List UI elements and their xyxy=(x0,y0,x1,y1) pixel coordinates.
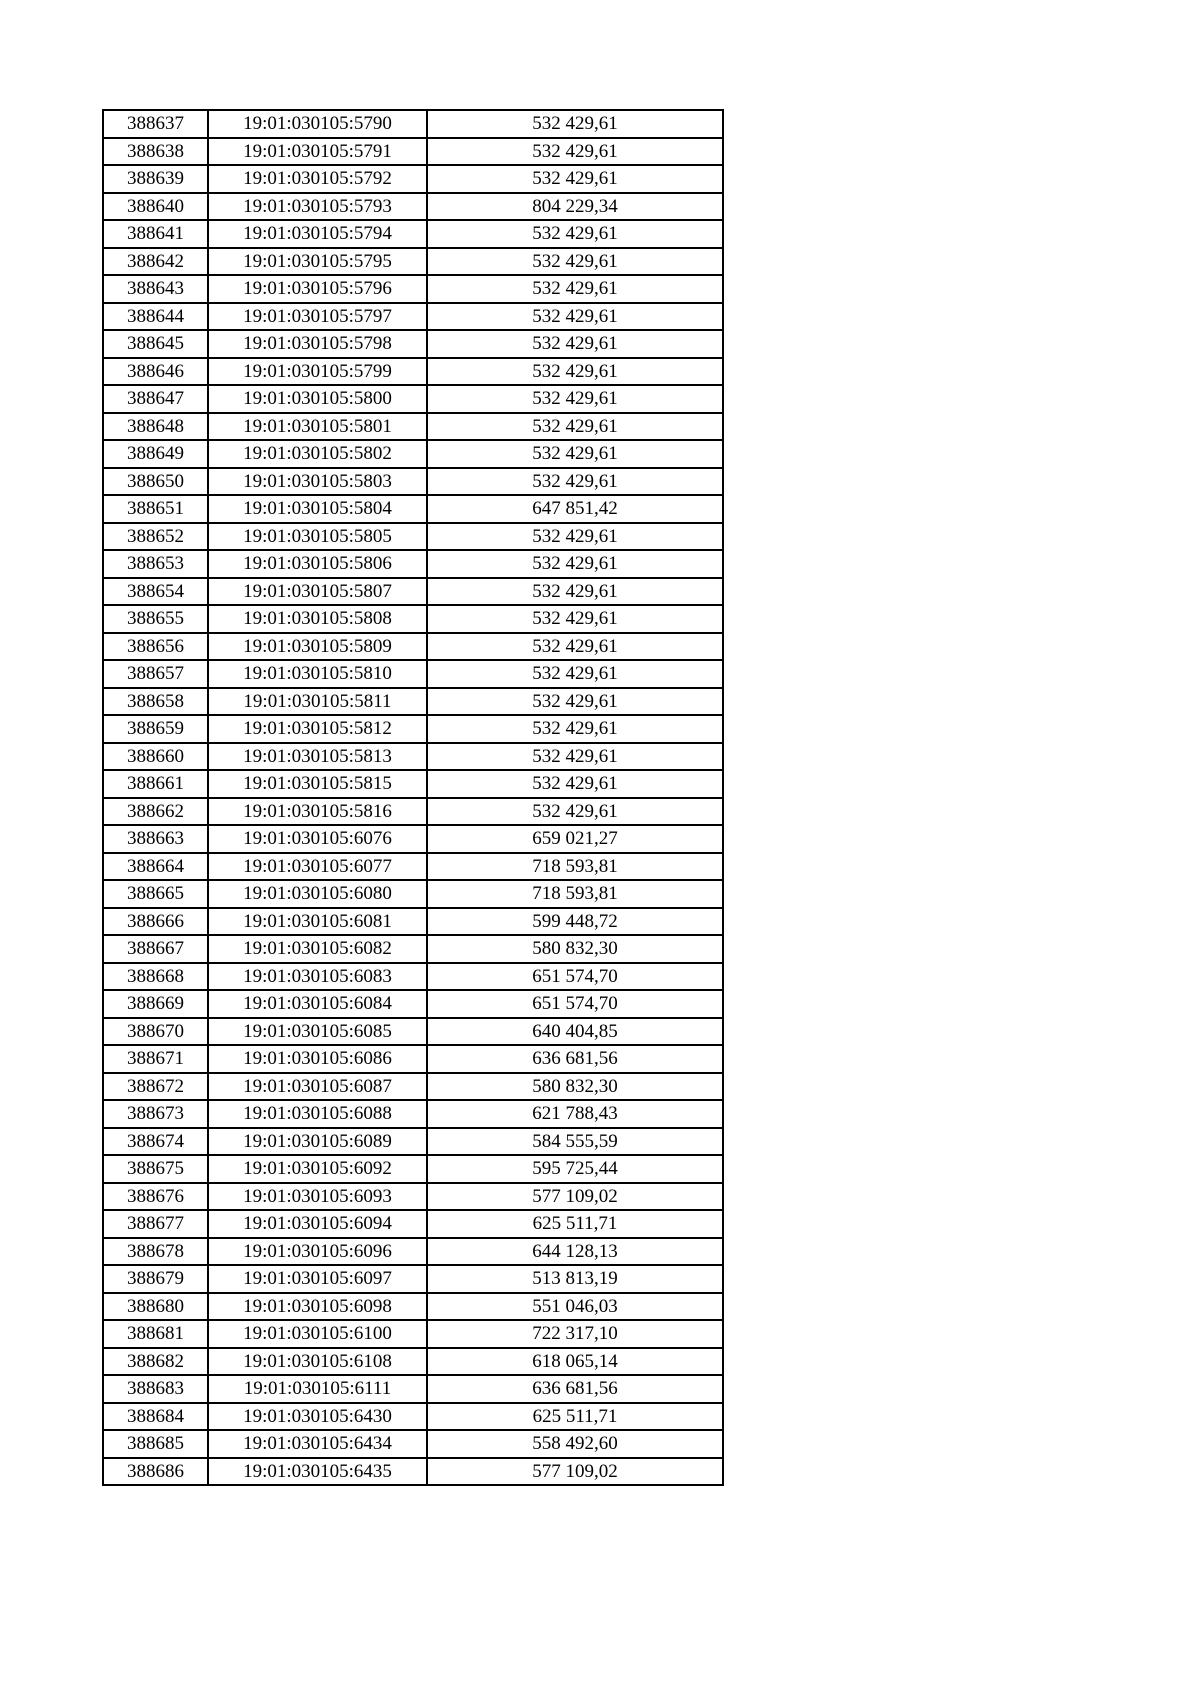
cadastral-value-cell: 532 429,61 xyxy=(427,660,723,688)
table-row xyxy=(103,633,723,661)
row-number-cell: 388682 xyxy=(103,1348,208,1376)
cadastral-number-cell: 19:01:030105:5810 xyxy=(208,660,427,688)
cadastral-number-cell: 19:01:030105:5801 xyxy=(208,413,427,441)
row-number-cell: 388638 xyxy=(103,138,208,166)
table-row xyxy=(103,1265,723,1293)
cadastral-value-table xyxy=(102,109,724,1486)
cadastral-value-cell: 532 429,61 xyxy=(427,248,723,276)
cadastral-number-cell: 19:01:030105:6094 xyxy=(208,1210,427,1238)
cadastral-value-cell: 621 788,43 xyxy=(427,1100,723,1128)
cadastral-value-cell: 651 574,70 xyxy=(427,963,723,991)
cadastral-value-cell: 804 229,34 xyxy=(427,193,723,221)
cadastral-value-cell: 577 109,02 xyxy=(427,1458,723,1486)
table-row xyxy=(103,495,723,523)
table-row xyxy=(103,413,723,441)
row-number-cell: 388650 xyxy=(103,468,208,496)
cadastral-number-cell: 19:01:030105:6435 xyxy=(208,1458,427,1486)
row-number-cell: 388647 xyxy=(103,385,208,413)
row-number-cell: 388654 xyxy=(103,578,208,606)
cadastral-value-cell: 532 429,61 xyxy=(427,440,723,468)
cadastral-number-cell: 19:01:030105:6080 xyxy=(208,880,427,908)
table-row xyxy=(103,138,723,166)
cadastral-value-cell: 718 593,81 xyxy=(427,880,723,908)
table-row xyxy=(103,358,723,386)
cadastral-value-cell: 722 317,10 xyxy=(427,1320,723,1348)
row-number-cell: 388678 xyxy=(103,1238,208,1266)
cadastral-number-cell: 19:01:030105:6096 xyxy=(208,1238,427,1266)
cadastral-number-cell: 19:01:030105:5802 xyxy=(208,440,427,468)
row-number-cell: 388651 xyxy=(103,495,208,523)
row-number-cell: 388641 xyxy=(103,220,208,248)
cadastral-value-cell: 718 593,81 xyxy=(427,853,723,881)
row-number-cell: 388645 xyxy=(103,330,208,358)
table-row xyxy=(103,880,723,908)
cadastral-value-cell: 532 429,61 xyxy=(427,385,723,413)
table-row xyxy=(103,1458,723,1486)
cadastral-value-cell: 532 429,61 xyxy=(427,633,723,661)
cadastral-number-cell: 19:01:030105:6087 xyxy=(208,1073,427,1101)
cadastral-number-cell: 19:01:030105:6093 xyxy=(208,1183,427,1211)
table-body xyxy=(103,110,723,1485)
cadastral-value-cell: 532 429,61 xyxy=(427,110,723,138)
cadastral-value-cell: 659 021,27 xyxy=(427,825,723,853)
cadastral-number-cell: 19:01:030105:5805 xyxy=(208,523,427,551)
cadastral-value-cell: 532 429,61 xyxy=(427,688,723,716)
cadastral-number-cell: 19:01:030105:5796 xyxy=(208,275,427,303)
row-number-cell: 388649 xyxy=(103,440,208,468)
row-number-cell: 388681 xyxy=(103,1320,208,1348)
row-number-cell: 388656 xyxy=(103,633,208,661)
cadastral-value-cell: 636 681,56 xyxy=(427,1045,723,1073)
row-number-cell: 388660 xyxy=(103,743,208,771)
table-row xyxy=(103,853,723,881)
row-number-cell: 388669 xyxy=(103,990,208,1018)
cadastral-number-cell: 19:01:030105:6430 xyxy=(208,1403,427,1431)
row-number-cell: 388675 xyxy=(103,1155,208,1183)
cadastral-value-cell: 532 429,61 xyxy=(427,578,723,606)
cadastral-value-cell: 651 574,70 xyxy=(427,990,723,1018)
cadastral-number-cell: 19:01:030105:6434 xyxy=(208,1430,427,1458)
cadastral-value-cell: 513 813,19 xyxy=(427,1265,723,1293)
cadastral-number-cell: 19:01:030105:6100 xyxy=(208,1320,427,1348)
cadastral-value-cell: 595 725,44 xyxy=(427,1155,723,1183)
table-row xyxy=(103,1430,723,1458)
cadastral-number-cell: 19:01:030105:5816 xyxy=(208,798,427,826)
table-row xyxy=(103,193,723,221)
cadastral-number-cell: 19:01:030105:6083 xyxy=(208,963,427,991)
cadastral-value-cell: 625 511,71 xyxy=(427,1210,723,1238)
cadastral-value-cell: 551 046,03 xyxy=(427,1293,723,1321)
cadastral-value-cell: 532 429,61 xyxy=(427,523,723,551)
row-number-cell: 388674 xyxy=(103,1128,208,1156)
row-number-cell: 388652 xyxy=(103,523,208,551)
cadastral-number-cell: 19:01:030105:6092 xyxy=(208,1155,427,1183)
table-row xyxy=(103,1238,723,1266)
table-row xyxy=(103,1348,723,1376)
cadastral-value-cell: 577 109,02 xyxy=(427,1183,723,1211)
cadastral-value-cell: 532 429,61 xyxy=(427,303,723,331)
cadastral-number-cell: 19:01:030105:5813 xyxy=(208,743,427,771)
table-row xyxy=(103,440,723,468)
cadastral-value-cell: 532 429,61 xyxy=(427,413,723,441)
row-number-cell: 388643 xyxy=(103,275,208,303)
table-row xyxy=(103,1128,723,1156)
cadastral-value-cell: 532 429,61 xyxy=(427,770,723,798)
cadastral-value-cell: 532 429,61 xyxy=(427,468,723,496)
row-number-cell: 388677 xyxy=(103,1210,208,1238)
row-number-cell: 388680 xyxy=(103,1293,208,1321)
cadastral-number-cell: 19:01:030105:5792 xyxy=(208,165,427,193)
row-number-cell: 388663 xyxy=(103,825,208,853)
cadastral-number-cell: 19:01:030105:6089 xyxy=(208,1128,427,1156)
row-number-cell: 388648 xyxy=(103,413,208,441)
table-row xyxy=(103,275,723,303)
cadastral-value-cell: 584 555,59 xyxy=(427,1128,723,1156)
table-row xyxy=(103,605,723,633)
cadastral-number-cell: 19:01:030105:5803 xyxy=(208,468,427,496)
row-number-cell: 388684 xyxy=(103,1403,208,1431)
table-row xyxy=(103,578,723,606)
row-number-cell: 388676 xyxy=(103,1183,208,1211)
cadastral-number-cell: 19:01:030105:6077 xyxy=(208,853,427,881)
cadastral-number-cell: 19:01:030105:6085 xyxy=(208,1018,427,1046)
table-row xyxy=(103,550,723,578)
table-row xyxy=(103,990,723,1018)
table-row xyxy=(103,743,723,771)
table-row xyxy=(103,1375,723,1403)
cadastral-number-cell: 19:01:030105:5809 xyxy=(208,633,427,661)
cadastral-value-cell: 640 404,85 xyxy=(427,1018,723,1046)
row-number-cell: 388646 xyxy=(103,358,208,386)
cadastral-number-cell: 19:01:030105:6084 xyxy=(208,990,427,1018)
cadastral-number-cell: 19:01:030105:6081 xyxy=(208,908,427,936)
table-row xyxy=(103,468,723,496)
table-row xyxy=(103,1293,723,1321)
cadastral-number-cell: 19:01:030105:5798 xyxy=(208,330,427,358)
table-row xyxy=(103,523,723,551)
table-row xyxy=(103,825,723,853)
cadastral-value-cell: 580 832,30 xyxy=(427,935,723,963)
table-row xyxy=(103,303,723,331)
table-row xyxy=(103,165,723,193)
table-row xyxy=(103,688,723,716)
cadastral-value-cell: 647 851,42 xyxy=(427,495,723,523)
cadastral-number-cell: 19:01:030105:5807 xyxy=(208,578,427,606)
row-number-cell: 388639 xyxy=(103,165,208,193)
cadastral-number-cell: 19:01:030105:5806 xyxy=(208,550,427,578)
table-row xyxy=(103,660,723,688)
row-number-cell: 388683 xyxy=(103,1375,208,1403)
table-row xyxy=(103,110,723,138)
row-number-cell: 388685 xyxy=(103,1430,208,1458)
row-number-cell: 388672 xyxy=(103,1073,208,1101)
cadastral-number-cell: 19:01:030105:5797 xyxy=(208,303,427,331)
cadastral-number-cell: 19:01:030105:6097 xyxy=(208,1265,427,1293)
cadastral-number-cell: 19:01:030105:6082 xyxy=(208,935,427,963)
table-row xyxy=(103,1045,723,1073)
table-row xyxy=(103,798,723,826)
cadastral-number-cell: 19:01:030105:6086 xyxy=(208,1045,427,1073)
cadastral-value-cell: 532 429,61 xyxy=(427,358,723,386)
cadastral-value-cell: 599 448,72 xyxy=(427,908,723,936)
cadastral-number-cell: 19:01:030105:5804 xyxy=(208,495,427,523)
table-row xyxy=(103,1320,723,1348)
table-row xyxy=(103,330,723,358)
cadastral-number-cell: 19:01:030105:5793 xyxy=(208,193,427,221)
row-number-cell: 388671 xyxy=(103,1045,208,1073)
cadastral-value-cell: 532 429,61 xyxy=(427,605,723,633)
row-number-cell: 388661 xyxy=(103,770,208,798)
table-row xyxy=(103,385,723,413)
table-row xyxy=(103,935,723,963)
table-row xyxy=(103,1155,723,1183)
cadastral-number-cell: 19:01:030105:5815 xyxy=(208,770,427,798)
cadastral-number-cell: 19:01:030105:6111 xyxy=(208,1375,427,1403)
table-row xyxy=(103,770,723,798)
cadastral-value-cell: 532 429,61 xyxy=(427,330,723,358)
cadastral-number-cell: 19:01:030105:5808 xyxy=(208,605,427,633)
table-row xyxy=(103,1183,723,1211)
row-number-cell: 388668 xyxy=(103,963,208,991)
cadastral-number-cell: 19:01:030105:6098 xyxy=(208,1293,427,1321)
cadastral-value-cell: 636 681,56 xyxy=(427,1375,723,1403)
row-number-cell: 388666 xyxy=(103,908,208,936)
cadastral-value-cell: 532 429,61 xyxy=(427,743,723,771)
row-number-cell: 388664 xyxy=(103,853,208,881)
row-number-cell: 388653 xyxy=(103,550,208,578)
row-number-cell: 388655 xyxy=(103,605,208,633)
cadastral-number-cell: 19:01:030105:5794 xyxy=(208,220,427,248)
row-number-cell: 388637 xyxy=(103,110,208,138)
table-row xyxy=(103,1100,723,1128)
row-number-cell: 388673 xyxy=(103,1100,208,1128)
row-number-cell: 388657 xyxy=(103,660,208,688)
cadastral-number-cell: 19:01:030105:5791 xyxy=(208,138,427,166)
cadastral-number-cell: 19:01:030105:5795 xyxy=(208,248,427,276)
table-row xyxy=(103,1018,723,1046)
row-number-cell: 388667 xyxy=(103,935,208,963)
cadastral-value-cell: 644 128,13 xyxy=(427,1238,723,1266)
cadastral-number-cell: 19:01:030105:5812 xyxy=(208,715,427,743)
row-number-cell: 388659 xyxy=(103,715,208,743)
table-row xyxy=(103,248,723,276)
cadastral-number-cell: 19:01:030105:5811 xyxy=(208,688,427,716)
row-number-cell: 388670 xyxy=(103,1018,208,1046)
cadastral-number-cell: 19:01:030105:6088 xyxy=(208,1100,427,1128)
table-row xyxy=(103,715,723,743)
cadastral-value-cell: 625 511,71 xyxy=(427,1403,723,1431)
row-number-cell: 388658 xyxy=(103,688,208,716)
cadastral-value-cell: 558 492,60 xyxy=(427,1430,723,1458)
cadastral-number-cell: 19:01:030105:6076 xyxy=(208,825,427,853)
cadastral-value-cell: 532 429,61 xyxy=(427,138,723,166)
table-row xyxy=(103,1210,723,1238)
cadastral-value-cell: 532 429,61 xyxy=(427,715,723,743)
cadastral-value-cell: 618 065,14 xyxy=(427,1348,723,1376)
row-number-cell: 388665 xyxy=(103,880,208,908)
table-row xyxy=(103,1073,723,1101)
cadastral-value-cell: 532 429,61 xyxy=(427,798,723,826)
table-row xyxy=(103,220,723,248)
cadastral-value-cell: 532 429,61 xyxy=(427,165,723,193)
row-number-cell: 388640 xyxy=(103,193,208,221)
cadastral-number-cell: 19:01:030105:5790 xyxy=(208,110,427,138)
cadastral-number-cell: 19:01:030105:5799 xyxy=(208,358,427,386)
table-row xyxy=(103,1403,723,1431)
row-number-cell: 388679 xyxy=(103,1265,208,1293)
cadastral-value-cell: 532 429,61 xyxy=(427,220,723,248)
row-number-cell: 388644 xyxy=(103,303,208,331)
row-number-cell: 388686 xyxy=(103,1458,208,1486)
row-number-cell: 388642 xyxy=(103,248,208,276)
cadastral-number-cell: 19:01:030105:6108 xyxy=(208,1348,427,1376)
cadastral-value-cell: 532 429,61 xyxy=(427,550,723,578)
cadastral-number-cell: 19:01:030105:5800 xyxy=(208,385,427,413)
row-number-cell: 388662 xyxy=(103,798,208,826)
table-row xyxy=(103,908,723,936)
cadastral-value-cell: 580 832,30 xyxy=(427,1073,723,1101)
cadastral-value-cell: 532 429,61 xyxy=(427,275,723,303)
table-row xyxy=(103,963,723,991)
